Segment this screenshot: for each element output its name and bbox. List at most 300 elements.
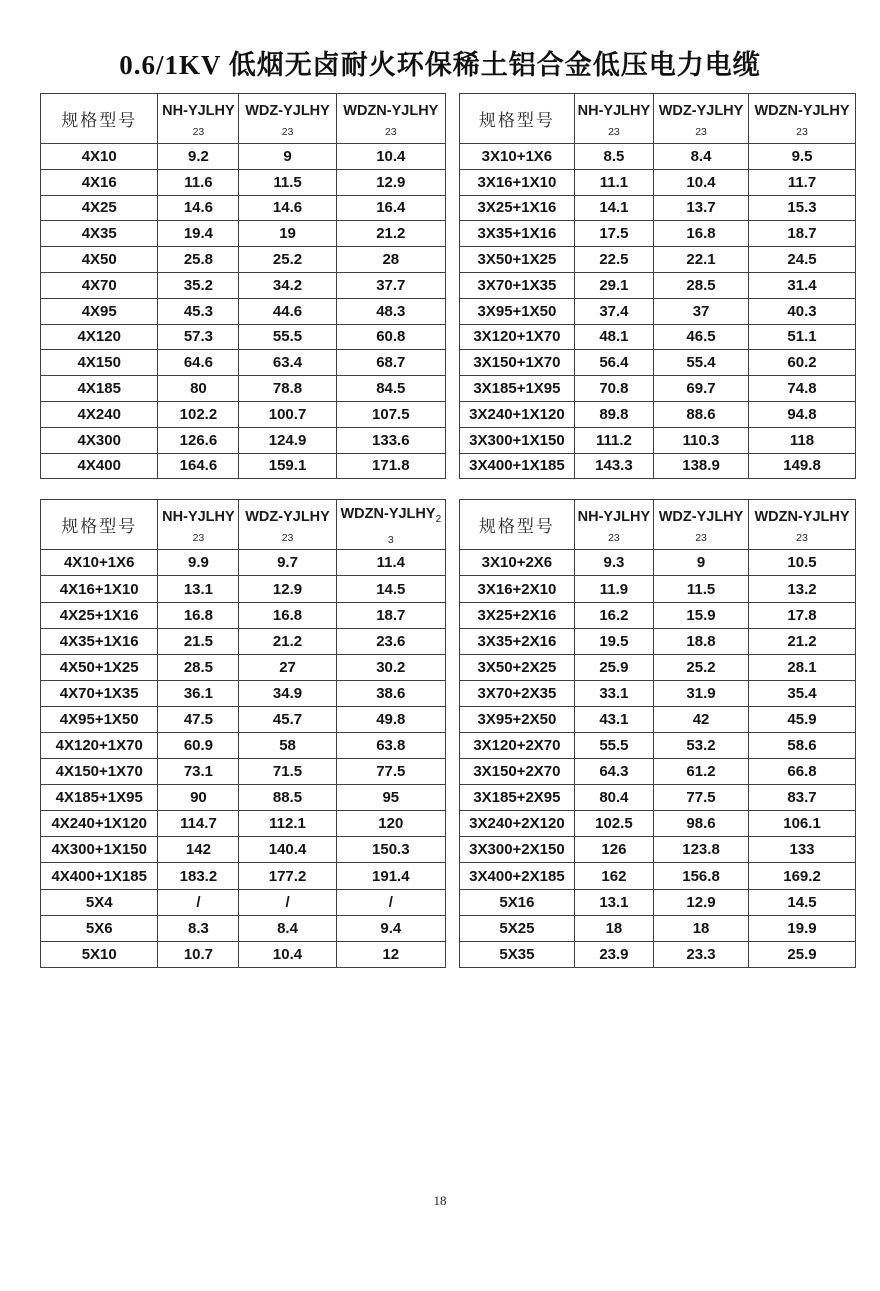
- value-cell: 38.6: [336, 680, 445, 706]
- value-cell: 37: [654, 298, 749, 324]
- value-cell: 10.4: [654, 169, 749, 195]
- value-cell: 143.3: [574, 453, 653, 479]
- value-cell: 13.7: [654, 195, 749, 221]
- spec-cell: 3X95+1X50: [460, 298, 575, 324]
- value-cell: 53.2: [654, 733, 749, 759]
- value-cell: 14.1: [574, 195, 653, 221]
- value-cell: 30.2: [336, 654, 445, 680]
- value-cell: 28: [336, 247, 445, 273]
- table-row: [460, 453, 856, 479]
- table-row: [41, 863, 446, 889]
- value-cell: 84.5: [336, 376, 445, 402]
- value-cell: 94.8: [749, 401, 856, 427]
- value-cell: 19.4: [158, 221, 239, 247]
- value-cell: 95: [336, 785, 445, 811]
- value-cell: 77.5: [654, 785, 749, 811]
- value-cell: 12.9: [239, 576, 336, 602]
- spec-cell: 3X70+2X35: [460, 680, 575, 706]
- value-cell: 45.3: [158, 298, 239, 324]
- value-cell: 9.2: [158, 144, 239, 170]
- value-cell: 100.7: [239, 401, 336, 427]
- value-cell: 25.2: [239, 247, 336, 273]
- value-cell: 149.8: [749, 453, 856, 479]
- spec-cell: 3X120+2X70: [460, 733, 575, 759]
- spec-cell: 3X50+1X25: [460, 247, 575, 273]
- model-subscript-line: 3: [387, 534, 394, 547]
- value-cell: 11.6: [158, 169, 239, 195]
- value-cell: 11.4: [336, 550, 445, 576]
- value-cell: 11.9: [574, 576, 653, 602]
- value-cell: 57.3: [158, 324, 239, 350]
- value-cell: 17.5: [574, 221, 653, 247]
- value-cell: 8.4: [654, 144, 749, 170]
- spec-cell: 4X95+1X50: [41, 706, 158, 732]
- spec-cell: 3X35+2X16: [460, 628, 575, 654]
- model-name: WDZ-YJLHY: [245, 508, 330, 525]
- spec-cell: 3X240+1X120: [460, 401, 575, 427]
- value-cell: 21.2: [749, 628, 856, 654]
- header-row: [41, 94, 446, 144]
- table-row: [460, 941, 856, 967]
- value-cell: 60.8: [336, 324, 445, 350]
- table-row: [41, 376, 446, 402]
- spec-cell: 3X95+2X50: [460, 706, 575, 732]
- value-cell: 183.2: [158, 863, 239, 889]
- table-row: [460, 247, 856, 273]
- value-cell: 19: [239, 221, 336, 247]
- table-row: [460, 272, 856, 298]
- value-cell: 63.8: [336, 733, 445, 759]
- value-cell: 78.8: [239, 376, 336, 402]
- value-cell: 156.8: [654, 863, 749, 889]
- value-cell: 16.4: [336, 195, 445, 221]
- value-cell: 70.8: [574, 376, 653, 402]
- value-cell: 16.8: [158, 602, 239, 628]
- value-cell: 164.6: [158, 453, 239, 479]
- value-cell: 22.1: [654, 247, 749, 273]
- value-cell: 88.6: [654, 401, 749, 427]
- spec-column-header: 规格型号: [460, 94, 575, 144]
- spec-cell: 3X185+1X95: [460, 376, 575, 402]
- value-cell: 35.2: [158, 272, 239, 298]
- spec-table-top-right: [459, 93, 856, 479]
- value-cell: 107.5: [336, 401, 445, 427]
- spec-cell: 3X35+1X16: [460, 221, 575, 247]
- model-subscript-line: 23: [796, 125, 808, 138]
- value-cell: 23.6: [336, 628, 445, 654]
- model-name: WDZ-YJLHY: [658, 102, 744, 119]
- table-row: [41, 324, 446, 350]
- spec-cell: 5X25: [460, 915, 575, 941]
- value-cell: 58.6: [749, 733, 856, 759]
- value-cell: 73.1: [158, 759, 239, 785]
- value-cell: 120: [336, 811, 445, 837]
- table-row: [41, 759, 446, 785]
- value-cell: 16.2: [574, 602, 653, 628]
- table-row: [460, 427, 856, 453]
- value-cell: 88.5: [239, 785, 336, 811]
- value-cell: 114.7: [158, 811, 239, 837]
- value-cell: 61.2: [654, 759, 749, 785]
- value-cell: 9.3: [574, 550, 653, 576]
- model-name: WDZN-$YJLHY_2$: [340, 506, 442, 526]
- model-column-header: [239, 94, 336, 144]
- value-cell: /: [239, 889, 336, 915]
- value-cell: 12.9: [654, 889, 749, 915]
- table-row: [460, 889, 856, 915]
- value-cell: 9.5: [749, 144, 856, 170]
- spec-table-top-left: [40, 93, 446, 479]
- table-row: [41, 221, 446, 247]
- value-cell: 18.7: [336, 602, 445, 628]
- spec-cell: 4X300+1X150: [41, 837, 158, 863]
- value-cell: 69.7: [654, 376, 749, 402]
- spec-table-bottom-left: [40, 499, 446, 968]
- value-cell: 55.5: [239, 324, 336, 350]
- spec-cell: 4X185: [41, 376, 158, 402]
- table-row: [460, 550, 856, 576]
- value-cell: 68.7: [336, 350, 445, 376]
- value-cell: 13.1: [158, 576, 239, 602]
- value-cell: 159.1: [239, 453, 336, 479]
- table-row: [460, 324, 856, 350]
- spec-cell: 4X150: [41, 350, 158, 376]
- table-row: [41, 680, 446, 706]
- value-cell: 10.4: [336, 144, 445, 170]
- spec-cell: 3X70+1X35: [460, 272, 575, 298]
- spec-cell: 5X4: [41, 889, 158, 915]
- value-cell: 34.2: [239, 272, 336, 298]
- spec-cell: 5X10: [41, 941, 158, 967]
- table-row: [460, 169, 856, 195]
- table-row: [460, 863, 856, 889]
- value-cell: 40.3: [749, 298, 856, 324]
- spec-table-bottom-right: [459, 499, 856, 968]
- model-subscript-line: 23: [608, 125, 620, 138]
- value-cell: 12: [336, 941, 445, 967]
- spec-cell: 4X35+1X16: [41, 628, 158, 654]
- table-row: [460, 915, 856, 941]
- value-cell: 31.9: [654, 680, 749, 706]
- model-column-header: [239, 500, 336, 550]
- spec-cell: 4X16: [41, 169, 158, 195]
- spec-column-header: 规格型号: [41, 94, 158, 144]
- table-row: [41, 453, 446, 479]
- value-cell: 28.5: [654, 272, 749, 298]
- spec-cell: 3X120+1X70: [460, 324, 575, 350]
- value-cell: 142: [158, 837, 239, 863]
- table-row: [41, 350, 446, 376]
- table-row: [41, 602, 446, 628]
- model-name: WDZ-YJLHY: [245, 102, 330, 119]
- spec-cell: 4X95: [41, 298, 158, 324]
- value-cell: 138.9: [654, 453, 749, 479]
- value-cell: 10.5: [749, 550, 856, 576]
- value-cell: 31.4: [749, 272, 856, 298]
- table-row: [41, 195, 446, 221]
- value-cell: 89.8: [574, 401, 653, 427]
- table-row: [41, 837, 446, 863]
- value-cell: 12.9: [336, 169, 445, 195]
- value-cell: 102.2: [158, 401, 239, 427]
- spec-cell: 4X35: [41, 221, 158, 247]
- value-cell: 9.9: [158, 550, 239, 576]
- spec-cell: 3X10+2X6: [460, 550, 575, 576]
- value-cell: 55.4: [654, 350, 749, 376]
- table-row: [41, 247, 446, 273]
- model-name: WDZN-YJLHY: [754, 508, 850, 525]
- value-cell: 21.5: [158, 628, 239, 654]
- value-cell: 80: [158, 376, 239, 402]
- value-cell: 56.4: [574, 350, 653, 376]
- spec-cell: 3X16+1X10: [460, 169, 575, 195]
- table-row: [41, 941, 446, 967]
- value-cell: 10.4: [239, 941, 336, 967]
- table-row: [41, 706, 446, 732]
- value-cell: 126: [574, 837, 653, 863]
- spec-cell: 5X35: [460, 941, 575, 967]
- model-column-header: [749, 500, 856, 550]
- value-cell: 83.7: [749, 785, 856, 811]
- spec-cell: 3X300+2X150: [460, 837, 575, 863]
- table-row: [41, 427, 446, 453]
- spec-cell: 3X150+2X70: [460, 759, 575, 785]
- model-column-header: [336, 94, 445, 144]
- value-cell: 8.5: [574, 144, 653, 170]
- table-row: [460, 576, 856, 602]
- header-row: [460, 500, 856, 550]
- spec-cell: 4X25: [41, 195, 158, 221]
- value-cell: 21.2: [239, 628, 336, 654]
- spec-cell: 3X300+1X150: [460, 427, 575, 453]
- spec-cell: 3X25+1X16: [460, 195, 575, 221]
- model-name-subscript: 2: [435, 514, 442, 526]
- value-cell: 48.1: [574, 324, 653, 350]
- table-row: [41, 576, 446, 602]
- value-cell: 10.7: [158, 941, 239, 967]
- table-row: [41, 628, 446, 654]
- value-cell: 8.4: [239, 915, 336, 941]
- value-cell: 36.1: [158, 680, 239, 706]
- spec-cell: 4X240+1X120: [41, 811, 158, 837]
- value-cell: 18: [654, 915, 749, 941]
- spec-cell: 3X16+2X10: [460, 576, 575, 602]
- value-cell: 25.2: [654, 654, 749, 680]
- value-cell: 58: [239, 733, 336, 759]
- value-cell: 13.2: [749, 576, 856, 602]
- value-cell: 162: [574, 863, 653, 889]
- value-cell: 71.5: [239, 759, 336, 785]
- table-row: [460, 195, 856, 221]
- value-cell: 16.8: [239, 602, 336, 628]
- spec-cell: 3X185+2X95: [460, 785, 575, 811]
- header-row: [460, 94, 856, 144]
- model-subscript-line: 23: [695, 125, 707, 138]
- value-cell: 11.5: [239, 169, 336, 195]
- value-cell: 47.5: [158, 706, 239, 732]
- spec-cell: 4X120: [41, 324, 158, 350]
- spec-cell: 4X50+1X25: [41, 654, 158, 680]
- value-cell: 112.1: [239, 811, 336, 837]
- page-number: 18: [433, 1193, 447, 1208]
- value-cell: 29.1: [574, 272, 653, 298]
- value-cell: 42: [654, 706, 749, 732]
- value-cell: 98.6: [654, 811, 749, 837]
- model-column-header: [158, 94, 239, 144]
- value-cell: 14.6: [158, 195, 239, 221]
- spec-cell: 3X400+1X185: [460, 453, 575, 479]
- value-cell: 19.9: [749, 915, 856, 941]
- model-subscript-line: 23: [192, 125, 205, 138]
- value-cell: 9.4: [336, 915, 445, 941]
- value-cell: 23.3: [654, 941, 749, 967]
- table-row: [460, 759, 856, 785]
- value-cell: /: [158, 889, 239, 915]
- value-cell: 111.2: [574, 427, 653, 453]
- model-column-header: [574, 500, 653, 550]
- spec-cell: 3X400+2X185: [460, 863, 575, 889]
- table-row: [460, 376, 856, 402]
- value-cell: 37.7: [336, 272, 445, 298]
- value-cell: 35.4: [749, 680, 856, 706]
- table-row: [460, 654, 856, 680]
- value-cell: 34.9: [239, 680, 336, 706]
- value-cell: 110.3: [654, 427, 749, 453]
- table-row: [41, 915, 446, 941]
- spec-column-header: 规格型号: [460, 500, 575, 550]
- value-cell: 11.5: [654, 576, 749, 602]
- table-row: [460, 602, 856, 628]
- value-cell: 48.3: [336, 298, 445, 324]
- spec-cell: 4X50: [41, 247, 158, 273]
- page-title: 0.6/1KV 低烟无卤耐火环保稀土铝合金低压电力电缆: [119, 50, 761, 80]
- value-cell: 25.9: [749, 941, 856, 967]
- value-cell: 63.4: [239, 350, 336, 376]
- value-cell: 24.5: [749, 247, 856, 273]
- model-name: NH-YJLHY: [162, 508, 235, 525]
- spec-column-header: 规格型号: [41, 500, 158, 550]
- value-cell: 18.7: [749, 221, 856, 247]
- value-cell: 23.9: [574, 941, 653, 967]
- value-cell: 19.5: [574, 628, 653, 654]
- model-column-header: [654, 500, 749, 550]
- value-cell: 46.5: [654, 324, 749, 350]
- table-row: [460, 785, 856, 811]
- value-cell: 9.7: [239, 550, 336, 576]
- value-cell: 90: [158, 785, 239, 811]
- value-cell: 28.1: [749, 654, 856, 680]
- value-cell: /: [336, 889, 445, 915]
- value-cell: 60.2: [749, 350, 856, 376]
- table-row: [41, 401, 446, 427]
- value-cell: 22.5: [574, 247, 653, 273]
- value-cell: 150.3: [336, 837, 445, 863]
- value-cell: 18: [574, 915, 653, 941]
- model-column-header: [749, 94, 856, 144]
- value-cell: 49.8: [336, 706, 445, 732]
- value-cell: 77.5: [336, 759, 445, 785]
- table-row: [460, 298, 856, 324]
- model-subscript-line: 23: [281, 531, 294, 544]
- value-cell: 45.9: [749, 706, 856, 732]
- value-cell: 64.3: [574, 759, 653, 785]
- value-cell: 60.9: [158, 733, 239, 759]
- value-cell: 80.4: [574, 785, 653, 811]
- value-cell: 15.3: [749, 195, 856, 221]
- model-column-header: [158, 500, 239, 550]
- table-row: [41, 550, 446, 576]
- spec-cell: 4X300: [41, 427, 158, 453]
- model-column-header: [654, 94, 749, 144]
- value-cell: 169.2: [749, 863, 856, 889]
- model-subscript-line: 23: [608, 531, 620, 544]
- spec-cell: 4X10+1X6: [41, 550, 158, 576]
- model-subscript-line: 23: [796, 531, 808, 544]
- value-cell: 28.5: [158, 654, 239, 680]
- value-cell: 177.2: [239, 863, 336, 889]
- table-row: [41, 272, 446, 298]
- spec-cell: 4X120+1X70: [41, 733, 158, 759]
- value-cell: 44.6: [239, 298, 336, 324]
- value-cell: 133: [749, 837, 856, 863]
- header-row: [41, 500, 446, 550]
- table-row: [460, 144, 856, 170]
- spec-cell: 5X16: [460, 889, 575, 915]
- model-name: WDZN-YJLHY: [343, 102, 439, 119]
- model-name: NH-YJLHY: [162, 102, 235, 119]
- value-cell: 123.8: [654, 837, 749, 863]
- value-cell: 191.4: [336, 863, 445, 889]
- value-cell: 126.6: [158, 427, 239, 453]
- table-row: [460, 811, 856, 837]
- value-cell: 51.1: [749, 324, 856, 350]
- value-cell: 14.6: [239, 195, 336, 221]
- value-cell: 14.5: [336, 576, 445, 602]
- table-row: [460, 221, 856, 247]
- table-row: [460, 733, 856, 759]
- table-row: [41, 144, 446, 170]
- spec-cell: 4X185+1X95: [41, 785, 158, 811]
- table-row: [41, 785, 446, 811]
- value-cell: 106.1: [749, 811, 856, 837]
- spec-cell: 3X25+2X16: [460, 602, 575, 628]
- value-cell: 11.1: [574, 169, 653, 195]
- table-row: [460, 706, 856, 732]
- spec-cell: 4X10: [41, 144, 158, 170]
- spec-cell: 4X25+1X16: [41, 602, 158, 628]
- value-cell: 8.3: [158, 915, 239, 941]
- value-cell: 21.2: [336, 221, 445, 247]
- spec-cell: 3X50+2X25: [460, 654, 575, 680]
- value-cell: 9: [239, 144, 336, 170]
- value-cell: 14.5: [749, 889, 856, 915]
- value-cell: 15.9: [654, 602, 749, 628]
- table-row: [460, 401, 856, 427]
- table-row: [41, 298, 446, 324]
- value-cell: 43.1: [574, 706, 653, 732]
- model-column-header: [336, 500, 445, 550]
- value-cell: 13.1: [574, 889, 653, 915]
- model-column-header: [574, 94, 653, 144]
- value-cell: 133.6: [336, 427, 445, 453]
- value-cell: 64.6: [158, 350, 239, 376]
- model-name: WDZ-YJLHY: [658, 508, 744, 525]
- value-cell: 16.8: [654, 221, 749, 247]
- value-cell: 45.7: [239, 706, 336, 732]
- spec-cell: 4X70: [41, 272, 158, 298]
- table-row: [460, 628, 856, 654]
- spec-cell: 4X400+1X185: [41, 863, 158, 889]
